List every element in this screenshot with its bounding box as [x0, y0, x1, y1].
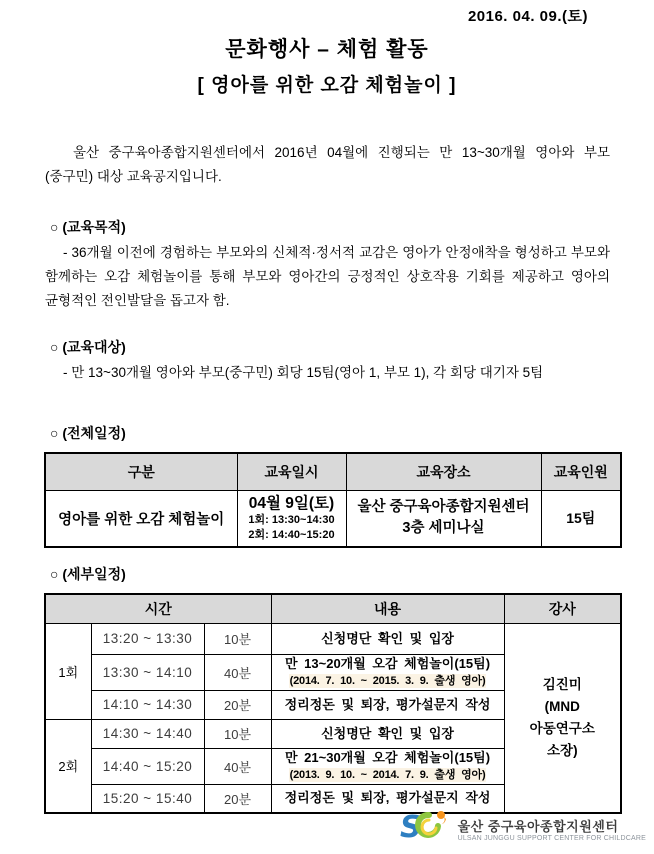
cell-time: 15:20 ~ 15:40 — [91, 784, 204, 813]
section-heading-purpose: ○ (교육목적) — [50, 219, 126, 235]
overall-table-data-row — [45, 490, 621, 547]
header-content: 내용 — [271, 594, 504, 623]
section-heading-detail-schedule: ○ (세부일정) — [50, 566, 126, 582]
content-main: 만 13~20개월 오감 체험놀이(15팀) — [285, 656, 491, 671]
detail-schedule-table — [44, 593, 622, 814]
section-heading-target: ○ (교육대상) — [50, 339, 126, 355]
instructor-line: 소장) — [546, 742, 578, 758]
datetime-session1: 1회: 13:30~14:30 — [248, 513, 335, 526]
section-body-target: - 만 13~30개월 영아와 부모(중구민) 회당 15팀(영아 1, 부모 1), 각 회당 대기자 5팀 — [63, 365, 544, 380]
cell-category: 영아를 위한 오감 체험놀이 — [45, 490, 237, 547]
cell-place — [346, 490, 541, 547]
cell-duration: 20분 — [204, 784, 271, 813]
cell-duration: 20분 — [204, 690, 271, 719]
instructor-line: 아동연구소 — [529, 720, 595, 736]
place-line1: 울산 중구육아종합지원센터 — [357, 499, 530, 516]
cell-session-2: 2회 — [45, 719, 91, 813]
section-body-purpose: - 36개월 이전에 경험하는 부모와의 신체적·정서적 교감은 영아가 안정애착을 형성하고 부모와 함께하는 오감 체험놀이를 통해 부모와 영아간의 긍정적인 상호작용 기회를 제공하고 영아의 균형적인 전인발달을 돕고자 함. — [45, 245, 610, 308]
document-date: 2016. 04. 09.(토) — [467, 8, 588, 25]
cell-content — [271, 654, 504, 690]
cell-time: 14:40 ~ 15:20 — [91, 748, 204, 784]
cell-time: 14:30 ~ 14:40 — [91, 719, 204, 748]
cell-content: 정리정돈 및 퇴장, 평가설문지 작성 — [271, 690, 504, 719]
overall-schedule-table — [44, 452, 622, 548]
cell-duration: 10분 — [204, 719, 271, 748]
detail-table-header-row — [45, 594, 621, 623]
datetime-main: 04월 9일(토) — [248, 494, 335, 512]
content-note: (2014. 7. 10. ~ 2015. 3. 9. 출생 영아) — [289, 675, 486, 687]
instructor-line: 김진미 — [542, 676, 582, 692]
document-title: 문화행사 – 체험 활동 — [225, 38, 429, 61]
cell-duration: 10분 — [204, 623, 271, 654]
cell-content: 신청명단 확인 및 입장 — [271, 719, 504, 748]
intro-paragraph: 울산 중구육아종합지원센터에서 2016년 04월에 진행되는 만 13~30개월 영아와 부모(중구민) 대상 교육공지입니다. — [45, 145, 610, 184]
cell-content: 신청명단 확인 및 입장 — [271, 623, 504, 654]
instructor-line: (MND — [544, 698, 580, 714]
detail-row-1 — [45, 623, 621, 654]
cell-time: 13:30 ~ 14:10 — [91, 654, 204, 690]
content-main: 만 21~30개월 오감 체험놀이(15팀) — [285, 750, 491, 765]
cell-instructor — [504, 623, 621, 813]
cell-time: 14:10 ~ 14:30 — [91, 690, 204, 719]
footer — [400, 809, 646, 848]
header-category: 구분 — [45, 453, 237, 490]
header-capacity: 교육인원 — [541, 453, 621, 490]
document-subtitle: [ 영아를 위한 오감 체험놀이 ] — [197, 75, 457, 96]
footer-org-text — [458, 816, 646, 842]
header-place: 교육장소 — [346, 453, 541, 490]
svg-text:S: S — [399, 810, 422, 843]
org-name-korean: 울산 중구육아종합지원센터 — [457, 818, 619, 834]
cell-datetime — [237, 490, 346, 547]
place-line2: 3층 세미나실 — [402, 520, 485, 537]
header-time: 시간 — [45, 594, 271, 623]
org-name-english: ULSAN JUNGGU SUPPORT CENTER FOR CHILDCARE — [457, 834, 646, 842]
cell-duration: 40분 — [204, 748, 271, 784]
cell-time: 13:20 ~ 13:30 — [91, 623, 204, 654]
overall-table-header-row — [45, 453, 621, 490]
cell-content: 정리정돈 및 퇴장, 평가설문지 작성 — [271, 784, 504, 813]
center-logo-icon — [400, 809, 452, 848]
content-note: (2013. 9. 10. ~ 2014. 7. 9. 출생 영아) — [289, 769, 486, 781]
section-heading-overall-schedule: ○ (전체일정) — [50, 425, 126, 441]
cell-session-1: 1회 — [45, 623, 91, 719]
cell-capacity: 15팀 — [541, 490, 621, 547]
cell-duration: 40분 — [204, 654, 271, 690]
header-datetime: 교육일시 — [237, 453, 346, 490]
header-instructor: 강사 — [504, 594, 621, 623]
datetime-session2: 2회: 14:40~15:20 — [248, 528, 335, 541]
cell-content — [271, 748, 504, 784]
